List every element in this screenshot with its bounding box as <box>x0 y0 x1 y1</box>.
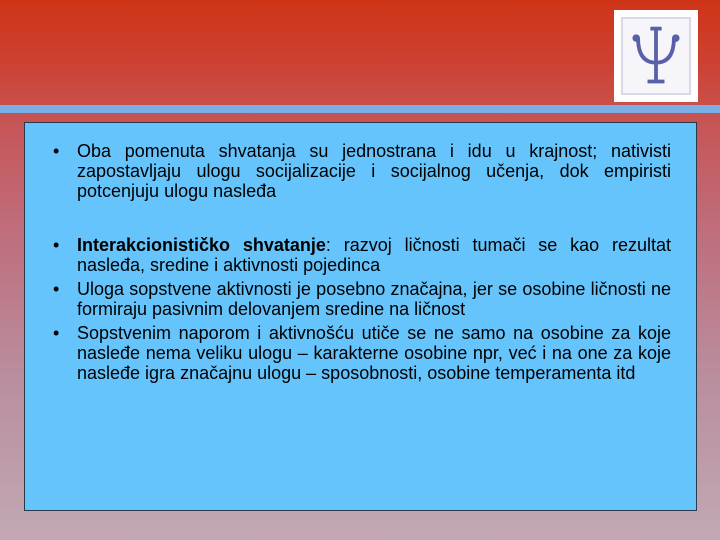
bullet-dot: • <box>53 279 60 299</box>
list-item <box>53 323 671 383</box>
logo-frame <box>621 17 691 95</box>
bullet-list <box>53 141 671 383</box>
psi-letter-icon <box>623 19 689 93</box>
bullet-dot: • <box>53 235 60 255</box>
bullet-text: Uloga sopstvene aktivnosti je posebno značajna, jer se osobine ličnosti ne formiraju pasivnim delovanjem sredine na ličnost <box>77 279 671 319</box>
list-item <box>53 235 671 275</box>
bullet-dot: • <box>53 141 60 161</box>
list-item <box>53 279 671 319</box>
bullet-text: Sopstvenim naporom i aktivnošću utiče se ne samo na osobine za koje nasleđe nema veliku ulogu – karakterne osobine npr, već i na one za koje nasleđe igra značajnu ulogu – sposobnosti, osobine temperamenta itd <box>77 323 671 383</box>
list-item <box>53 141 671 201</box>
bullet-text: : razvoj ličnosti tumači se kao rezultat nasleđa, sredine i aktivnosti pojedinca <box>77 235 671 275</box>
bullet-bold-term: Interakcionističko shvatanje <box>77 235 326 255</box>
content-box <box>24 122 697 511</box>
bullet-dot: • <box>53 323 60 343</box>
header-stripe <box>0 105 720 113</box>
bullet-text: Oba pomenuta shvatanja su jednostrana i idu u krajnost; nativisti zapostavljaju ulogu socijalizacije i socijalnog učenja, dok empiristi potcenjuju ulogu nasleđa <box>77 141 671 201</box>
logo <box>614 10 698 102</box>
header-band <box>0 0 720 105</box>
